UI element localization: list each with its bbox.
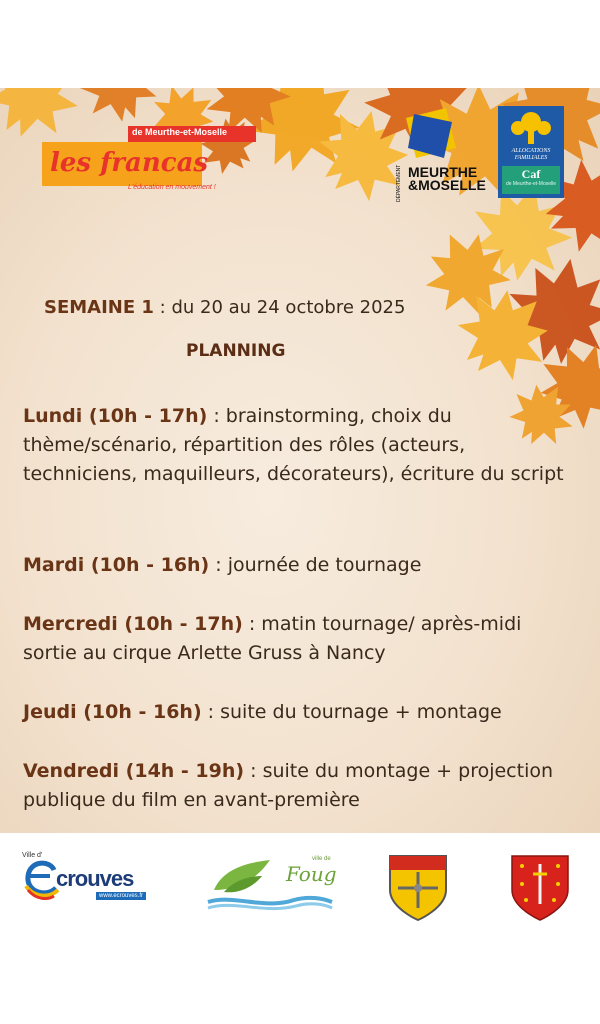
ecrouves-url[interactable]: www.ecrouves.fr [96, 892, 146, 900]
ecrouves-logo [20, 852, 160, 904]
day-entry-lundi [23, 402, 578, 489]
planning-title: PLANNING [186, 341, 286, 361]
day-entry-mercredi [23, 610, 578, 668]
day-description: : matin tournage/ après-midi sortie au cirque Arlette Gruss à Nancy [23, 613, 522, 664]
ecrouves-name: crouves [56, 866, 134, 891]
week-label: SEMAINE 1 [44, 297, 154, 318]
poster [0, 88, 600, 833]
meurthe-et-moselle-logo [396, 108, 486, 202]
ecrouves-e-icon [20, 852, 60, 904]
francas-logo [40, 106, 250, 196]
day-entry-jeudi [23, 698, 578, 727]
meurthe-shape-icon [396, 108, 466, 168]
francas-name: les francas [50, 148, 209, 178]
day-label: Mercredi (10h - 17h) [23, 613, 243, 635]
meurthe-name-line2: &MOSELLE [408, 177, 486, 193]
foug-logo [204, 856, 336, 912]
week-heading [44, 297, 405, 318]
caf-text-line1: ALLOCATIONS [511, 148, 551, 154]
day-description: : journée de tournage [209, 554, 422, 576]
week-dates: : du 20 au 24 octobre 2025 [153, 297, 406, 318]
day-description: : suite du montage + projection publique du film en avant-première [23, 760, 554, 811]
francas-tagline: L'éducation en mouvement ! [128, 184, 216, 191]
day-description: : suite du tournage + montage [201, 701, 502, 723]
caf-top-panel [498, 106, 564, 164]
day-description: : brainstorming, choix du thème/scénario, répartition des rôles (acteurs, techniciens, maquilleurs, décorateurs), écriture du script [23, 405, 564, 485]
meurthe-department-label: DÉPARTEMENT [396, 164, 402, 202]
meurthe-name-line1: MEURTHE [408, 164, 478, 180]
foug-name: Foug [286, 862, 337, 886]
caf-name: Caf [521, 167, 541, 181]
day-label: Jeudi (10h - 16h) [23, 701, 202, 723]
day-label: Mardi (10h - 16h) [23, 554, 210, 576]
caf-text [500, 148, 562, 162]
francas-subtitle: de Meurthe-et-Moselle [132, 127, 228, 137]
ecrouves-small-label: Ville d' [22, 852, 43, 859]
caf-tree-icon [498, 106, 564, 148]
yellow-red-coat-of-arms-icon [388, 854, 448, 922]
caf-bottom-panel [502, 166, 560, 194]
day-entry-mardi [23, 551, 578, 580]
caf-sub: de Meurthe-et-Moselle [505, 181, 557, 187]
foug-small-label: ville de [312, 856, 331, 862]
caf-text-line2: FAMILIALES [514, 155, 548, 161]
meurthe-name [408, 166, 486, 192]
red-coat-of-arms-icon [510, 854, 570, 922]
day-entry-vendredi [23, 757, 578, 815]
day-label: Lundi (10h - 17h) [23, 405, 208, 427]
caf-logo [498, 106, 564, 198]
day-label: Vendredi (14h - 19h) [23, 760, 245, 782]
